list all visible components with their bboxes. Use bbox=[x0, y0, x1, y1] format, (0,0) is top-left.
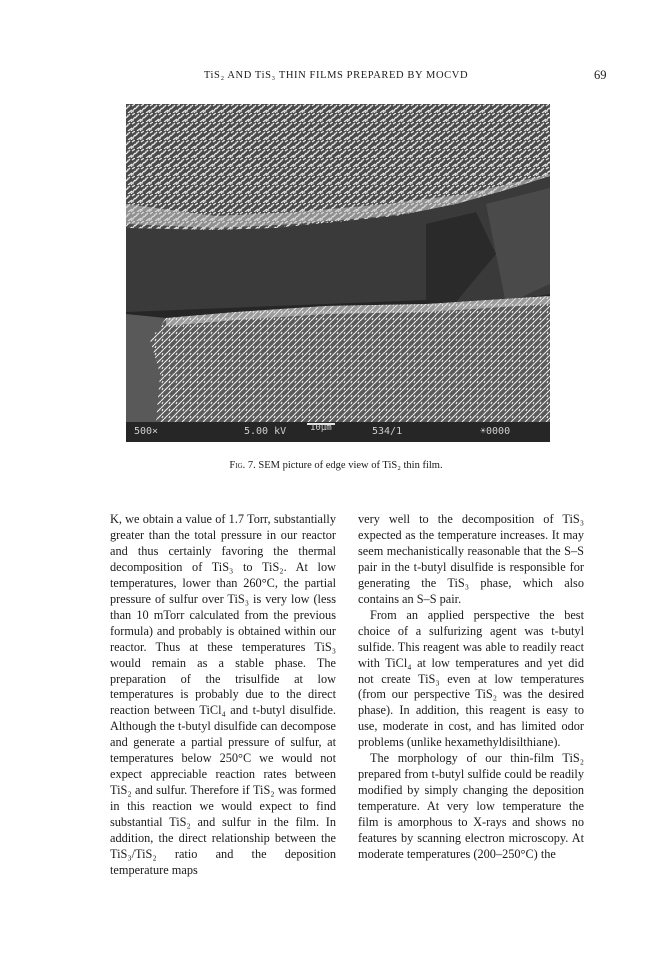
figure-caption bbox=[0, 460, 672, 471]
page-number: 69 bbox=[594, 68, 607, 82]
left-column bbox=[110, 512, 336, 879]
sem-image-texture bbox=[126, 104, 550, 442]
sem-info-bar bbox=[126, 422, 550, 442]
running-header-title: TiS₂ AND TiS₃ THIN FILMS PREPARED BY MOCVD bbox=[203, 70, 469, 81]
left-paragraph: K, we obtain a value of 1.7 Torr, substantially greater than the total pressure in our reactor and thus certainly favoring the thermal decomposition of TiS₃ to TiS₂. At low temperatures, lower than 260°C, the partial pressure of sulfur over TiS₃ is very low (less than 10 mTorr calculated from the previous formula) and probably is obtained within our reactor. Thus at these temperatures TiS₃ would remain as a stable phase. The preparation of the trisulfide at low temperatures is probably due to the direct reaction between TiCl₄ and t-butyl disulfide. Although the t-butyl disulfide can decompose and generate a partial pressure of sulfur, at temperatures below 250°C we would not expect appreciable reaction rates between TiS₂ and sulfur. Therefore if TiS₂ was formed in this reaction we would expect to find substantial TiS₂ and sulfur in the film. In addition, the direct relationship between the TiS₃/TiS₂ ratio and the deposition temperature maps bbox=[110, 512, 336, 877]
right-paragraph-1: very well to the decomposition of TiS₃ expected as the temperature increases. It may seem mechanistically reasonable that the S–S pair in the t-butyl disulfide is responsible for generating the TiS₃ phase, which also contains an S–S pair. bbox=[358, 512, 584, 606]
voltage-label: 5.00 kV bbox=[244, 426, 287, 437]
sem-micrograph bbox=[126, 104, 550, 442]
frame-label: ☀0000 bbox=[480, 426, 511, 437]
sample-id-label: 534/1 bbox=[372, 426, 403, 437]
figure-caption-label: Fig. 7. bbox=[229, 460, 256, 471]
scale-label: 10µm bbox=[310, 423, 332, 433]
magnification-label: 500× bbox=[134, 426, 159, 437]
right-column bbox=[358, 512, 584, 863]
right-paragraph-2: From an applied perspective the best choice of a sulfurizing agent was t-butyl sulfide. This reagent was able to readily react with TiCl₄ at low temperatures and yet did not create TiS₃ even at low temperatures (from our perspective TiS₂ was the desired phase). In addition, this reagent is easy to use, moderate in cost, and has limited odor problems (unlike hexamethyldisilthiane). bbox=[358, 607, 584, 750]
right-paragraph-3: The morphology of our thin-film TiS₂ prepared from t-butyl sulfide could be readily modified by simply changing the deposition temperature. At very low temperature the film is amorphous to X-rays and shows no features by scanning electron microscopy. At moderate temperatures (200–250°C) the bbox=[358, 751, 584, 862]
figure-caption-text: SEM picture of edge view of TiS₂ thin film. bbox=[258, 460, 443, 471]
